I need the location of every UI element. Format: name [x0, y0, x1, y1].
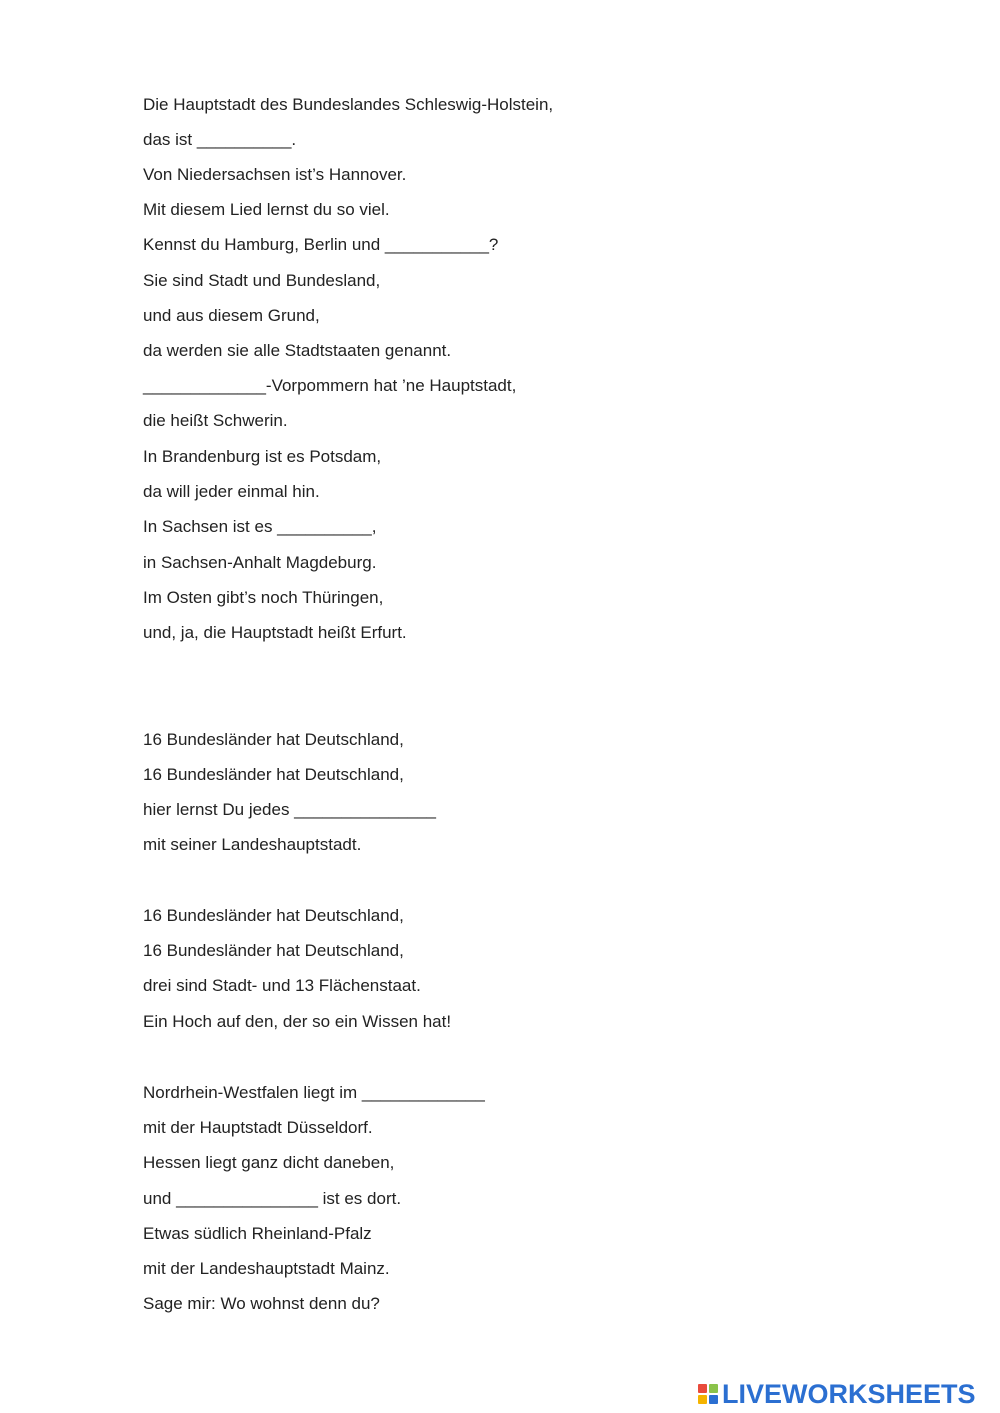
lyric-line: In Sachsen ist es __________, — [143, 517, 377, 536]
lyric-line: Von Niedersachsen ist’s Hannover. — [143, 165, 407, 184]
lyric-line: Mit diesem Lied lernst du so viel. — [143, 200, 390, 219]
lyric-line: Im Osten gibt’s noch Thüringen, — [143, 588, 384, 607]
lyric-line: Die Hauptstadt des Bundeslandes Schleswig-Holstein, — [143, 95, 554, 114]
lyric-line: Kennst du Hamburg, Berlin und ___________? — [143, 235, 499, 254]
lyric-line: mit seiner Landeshauptstadt. — [143, 835, 362, 854]
lyric-line: und _______________ ist es dort. — [143, 1189, 402, 1208]
liveworksheets-logo — [698, 1378, 976, 1410]
liveworksheets-logo-icon — [698, 1384, 718, 1404]
lyric-line: da werden sie alle Stadtstaaten genannt. — [143, 341, 452, 360]
lyric-line: Etwas südlich Rheinland-Pfalz — [143, 1224, 372, 1243]
lyric-line: und, ja, die Hauptstadt heißt Erfurt. — [143, 623, 407, 642]
lyric-line: mit der Landeshauptstadt Mainz. — [143, 1259, 390, 1278]
lyric-line: und aus diesem Grund, — [143, 306, 320, 325]
lyric-line: da will jeder einmal hin. — [143, 482, 320, 501]
lyric-line: In Brandenburg ist es Potsdam, — [143, 447, 382, 466]
lyric-line: die heißt Schwerin. — [143, 411, 288, 430]
lyric-line: Ein Hoch auf den, der so ein Wissen hat! — [143, 1012, 452, 1031]
lyric-line: Hessen liegt ganz dicht daneben, — [143, 1153, 395, 1172]
lyric-line: drei sind Stadt- und 13 Flächenstaat. — [143, 976, 421, 995]
lyric-line: Nordrhein-Westfalen liegt im _____________ — [143, 1083, 485, 1102]
lyric-line: _____________-Vorpommern hat ’ne Hauptstadt, — [143, 376, 517, 395]
lyric-line: 16 Bundesländer hat Deutschland, — [143, 765, 404, 784]
lyric-line: 16 Bundesländer hat Deutschland, — [143, 906, 404, 925]
lyric-line: mit der Hauptstadt Düsseldorf. — [143, 1118, 373, 1137]
lyric-line: in Sachsen-Anhalt Magdeburg. — [143, 553, 377, 572]
lyric-line: Sie sind Stadt und Bundesland, — [143, 271, 381, 290]
lyric-line: 16 Bundesländer hat Deutschland, — [143, 730, 404, 749]
logo-text: LIVEWORKSHEETS — [722, 1378, 976, 1409]
lyric-line: das ist __________. — [143, 130, 297, 149]
lyric-line: Sage mir: Wo wohnst denn du? — [143, 1294, 380, 1313]
lyric-line: hier lernst Du jedes _______________ — [143, 800, 437, 819]
lyric-line: 16 Bundesländer hat Deutschland, — [143, 941, 404, 960]
